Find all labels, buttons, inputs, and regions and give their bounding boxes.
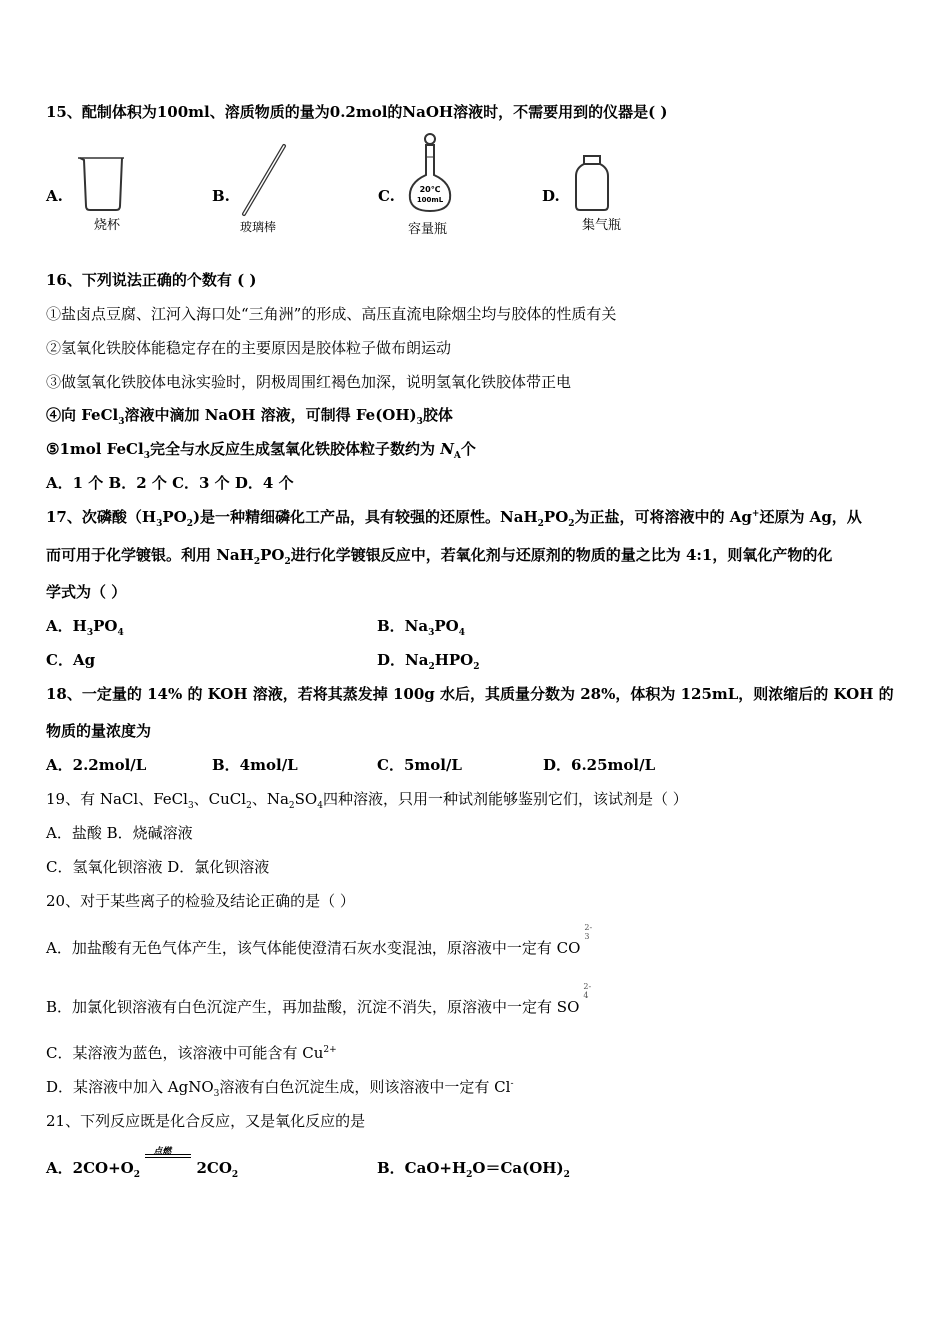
volumetric-flask-icon [402,133,458,221]
q20-option-b: B．加氯化钡溶液有白色沉淀产生，再加盐酸，沉淀不消失，原溶液中一定有 SO 2- 4 [46,982,592,1016]
q15-option-a-label: A. [46,187,63,205]
q18-line-1: 18、一定量的 14% 的 KOH 溶液，若将其蒸发掉 100g 水后，其质量分数为 28%，体积为 125mL，则浓缩后的 KOH 的 [46,685,894,703]
q20-option-a: A．加盐酸有无色气体产生，该气体能使澄清石灰水变混浊，原溶液中一定有 CO 2- 3 [46,923,593,957]
q19-options-row-1: A．盐酸 B．烧碱溶液 [46,824,193,842]
q18-option-a: A．2.2mol/L [46,756,147,774]
ignition-condition: 点燃 [153,1147,172,1157]
q15-option-b-label: B. [212,187,230,205]
glass-rod-icon [236,140,296,220]
beaker-icon [74,150,134,214]
flask-volume-label: 100mL [416,196,444,204]
q21-option-a: A．$2CO+O_2$ 点燃 $2CO_2$ [46,1158,238,1178]
q16-options: A．1 个 B．2 个 C．3 个 D．4 个 [46,474,294,492]
q16-statement-5: ⑤1mol FeCl$_3$完全与水反应生成氢氧化铁胶体粒子数约为 $N_A$个 [46,440,476,461]
q15-caption-a: 烧杯 [94,218,121,233]
q17-line-2: 而可用于化学镀银。利用 $NaH_2PO_2$进行化学镀银反应中，若氧化剂与还原剂的物质的量之比为 4:1，则氧化产物的化 [46,546,833,567]
q15-caption-c: 容量瓶 [408,222,448,237]
q21-option-b: B．$CaO+H_2O=Ca(OH)_2$ [377,1159,570,1180]
q21-stem: 21、下列反应既是化合反应，又是氧化反应的是 [46,1112,366,1130]
q20-option-c: C．某溶液为蓝色，该溶液中可能含有 $Cu^{2+}$ [46,1044,337,1062]
q18-line-2: 物质的量浓度为 [46,722,152,740]
q17-option-a: A．$H_3PO_4$ [46,617,124,638]
q20-stem: 20、对于某些离子的检验及结论正确的是（ ） [46,892,355,910]
q17-line-1: 17、次磷酸$(H_3PO_2)$是一种精细磷化工产品，具有较强的还原性。$NaH_2PO_2$为正盐，可将溶液中的 Ag+还原为 Ag，从 [46,508,862,529]
q18-option-d: D．6.25mol/L [543,756,656,774]
q20-option-d: D．某溶液中加入 AgNO$_3$溶液有白色沉淀生成，则该溶液中一定有 Cl- [46,1078,514,1099]
q15-caption-b: 玻璃棒 [240,220,277,234]
gas-jar-icon [572,154,612,214]
q17-option-c: C．Ag [46,651,96,669]
reaction-condition-arrow [145,1147,191,1178]
q16-statement-4: ④向 FeCl$_3$溶液中滴加 NaOH 溶液，可制得 $Fe(OH)_3$胶体 [46,406,453,427]
q16-stem: 16、下列说法正确的个数有 ( ) [46,271,257,289]
q15-option-c-label: C. [378,187,395,205]
q15-caption-d: 集气瓶 [582,218,622,233]
q15-option-d-label: D. [542,187,560,205]
sulfate-charge-annotation: 2- 4 [583,982,592,1000]
q16-statement-1: ①盐卤点豆腐、江河入海口处“三角洲”的形成、高压直流电除烟尘均与胶体的性质有关 [46,305,617,323]
q16-statement-2: ②氢氧化铁胶体能稳定存在的主要原因是胶体粒子做布朗运动 [46,339,452,357]
q15-stem: 15、配制体积为100ml、溶质物质的量为0.2mol的NaOH溶液时，不需要用到的仪器是( ) [46,103,668,121]
q16-statement-3: ③做氢氧化铁胶体电泳实验时，阴极周围红褐色加深，说明氢氧化铁胶体带正电 [46,373,572,391]
q17-option-d: D．$Na_2HPO_2$ [377,651,480,672]
q17-option-b: B．$Na_3PO_4$ [377,617,465,638]
q17-line-3: 学式为（ ） [46,583,127,601]
carbonate-charge-annotation: 2- 3 [584,923,593,941]
q19-stem: 19、有 NaCl、FeCl$_3$、CuCl$_2$、$Na_2SO_4$四种溶液，只用一种试剂能够鉴别它们，该试剂是（ ） [46,790,688,811]
q18-option-c: C．5mol/L [377,756,462,774]
q19-options-row-2: C．氢氧化钡溶液 D．氯化钡溶液 [46,858,270,876]
flask-temperature-label: 20℃ [419,185,441,194]
q18-option-b: B．4mol/L [212,756,298,774]
